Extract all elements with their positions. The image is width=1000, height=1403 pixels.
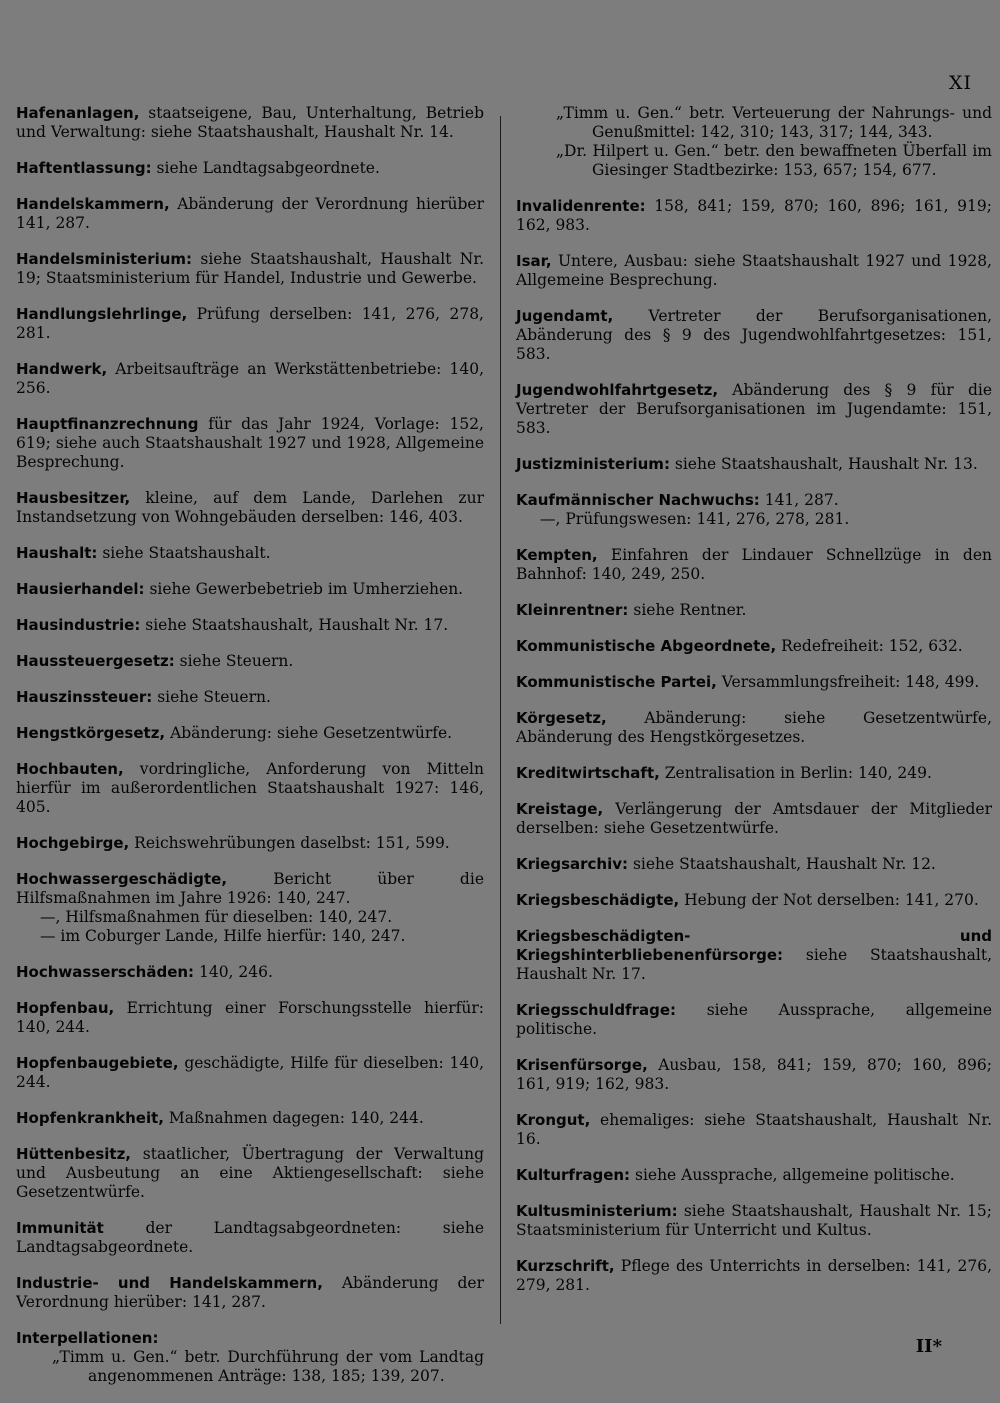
entry-text: siehe Staatshaushalt, Haushalt Nr. 17. [516, 946, 992, 983]
entry-text: siehe Landtagsabgeordnete. [151, 159, 380, 177]
index-entry [516, 764, 992, 783]
entry-headword: Handwerk, [16, 360, 108, 378]
entry-headword: Kreditwirtschaft, [516, 764, 660, 782]
index-entry [516, 197, 992, 235]
index-entry [516, 927, 992, 984]
entry-text: siehe Rentner. [628, 601, 747, 619]
entry-headword: Justizministerium: [516, 455, 670, 473]
entry-text: siehe Steuern. [174, 652, 294, 670]
right-entries [516, 197, 992, 1295]
entry-headword: Isar, [516, 252, 552, 270]
index-entry [16, 360, 484, 398]
index-entry [516, 381, 992, 438]
entry-text: Vertreter der Berufsorganisationen, Abänderung des § 9 des Jugendwohlfahrtgesetzes: 151, 583. [516, 307, 992, 363]
entry-headword: Hopfenbaugebiete, [16, 1054, 179, 1072]
entry-headword: Kreistage, [516, 800, 604, 818]
index-entry [16, 415, 484, 472]
index-entry [16, 688, 484, 707]
index-entry [16, 250, 484, 288]
entry-text: Redefreiheit: 152, 632. [776, 637, 963, 655]
entry-text: 140, 246. [194, 963, 273, 981]
entry-text: Hebung der Not derselben: 141, 270. [679, 891, 979, 909]
entry-headword: Kriegsarchiv: [516, 855, 629, 873]
index-entry [516, 891, 992, 910]
index-entry [16, 870, 484, 946]
index-entry [16, 1274, 484, 1312]
entry-text: kleine, auf dem Lande, Darlehen zur Instandsetzung von Wohngebäuden derselben: 146, 403. [16, 489, 484, 526]
index-entry [16, 760, 484, 817]
entry-headword: Kurzschrift, [516, 1257, 615, 1275]
entry-text: Maßnahmen dagegen: 140, 244. [164, 1109, 424, 1127]
entry-headword: Hopfenkrankheit, [16, 1109, 164, 1127]
entry-text: siehe Gewerbebetrieb im Umherziehen. [144, 580, 464, 598]
sub-entry: —, Hilfsmaßnahmen für dieselben: 140, 247. [40, 908, 393, 926]
index-entry [516, 1111, 992, 1149]
entry-headword: Kommunistische Abgeordnete, [516, 637, 777, 655]
entry-text: Ausbau, 158, 841; 159, 870; 160, 896; 161, 919; 162, 983. [516, 1056, 992, 1093]
entry-headword: Interpellationen: [16, 1329, 159, 1347]
entry-text: siehe Staatshaushalt, Haushalt Nr. 17. [140, 616, 449, 634]
entry-headword: Körgesetz, [516, 709, 607, 727]
entry-text: Pflege des Unterrichts in derselben: 141, 276, 279, 281. [516, 1257, 992, 1294]
entry-text: staatseigene, Bau, Unterhaltung, Betrieb und Verwaltung: siehe Staatshaushalt, Haushalt Nr. 14. [16, 104, 484, 141]
index-entry [16, 305, 484, 343]
entry-headword: Kleinrentner: [516, 601, 629, 619]
entry-text: Reichswehrübungen daselbst: 151, 599. [129, 834, 450, 852]
entry-headword: Kulturfragen: [516, 1166, 631, 1184]
column-divider [500, 116, 501, 1324]
entry-headword: Kaufmännischer Nachwuchs: [516, 491, 760, 509]
entry-headword: Handelskammern, [16, 195, 170, 213]
entry-headword: Hochwassergeschädigte, [16, 870, 228, 888]
entry-headword: Kommunistische Partei, [516, 673, 717, 691]
index-entry [516, 1166, 992, 1185]
index-entry [16, 580, 484, 599]
entry-headword: Haushalt: [16, 544, 98, 562]
entry-text: siehe Staatshaushalt. [97, 544, 271, 562]
entry-text: siehe Staatshaushalt, Haushalt Nr. 19; Staatsministerium für Handel, Industrie und Gewerbe. [16, 250, 484, 287]
index-entry [516, 1202, 992, 1240]
index-entry [16, 724, 484, 743]
entry-text: vordringliche, Anforderung von Mitteln hierfür im außerordentlichen Staatshaushalt 1927: 146, 405. [16, 760, 484, 816]
entry-headword: Krisenfürsorge, [516, 1056, 648, 1074]
sub-entry: „Dr. Hilpert u. Gen.“ betr. den bewaffneten Überfall im Giesinger Stadtbezirke: 153, 657; 154, 677. [556, 142, 992, 179]
sub-entry: „Timm u. Gen.“ betr. Durchführung der vom Landtag angenommenen Anträge: 138, 185; 139, 207. [52, 1348, 484, 1385]
entry-text: Einfahren der Lindauer Schnellzüge in den Bahnhof: 140, 249, 250. [516, 546, 992, 583]
index-entry [516, 455, 992, 474]
index-entry [516, 1257, 992, 1295]
entry-text: Verlängerung der Amtsdauer der Mitglieder derselben: siehe Gesetzentwürfe. [516, 800, 992, 837]
entry-headword: Hochwasserschäden: [16, 963, 195, 981]
entry-headword: Hüttenbesitz, [16, 1145, 132, 1163]
entry-headword: Hochbauten, [16, 760, 124, 778]
entry-headword: Hafenanlagen, [16, 104, 140, 122]
entry-headword: Hausierhandel: [16, 580, 145, 598]
index-entry [516, 1056, 992, 1094]
entry-text: siehe Aussprache, allgemeine politische. [516, 1001, 992, 1038]
entry-text: siehe Staatshaushalt, Haushalt Nr. 13. [669, 455, 978, 473]
index-entry [516, 1001, 992, 1039]
index-entry [516, 546, 992, 584]
index-column-right [516, 104, 992, 1312]
entry-text: siehe Staatshaushalt, Haushalt Nr. 12. [628, 855, 936, 873]
index-entry [16, 1219, 484, 1257]
entry-text: Abänderung der Verordnung hierüber 141, 287. [16, 195, 484, 232]
entry-text: für das Jahr 1924, Vorlage: 152, 619; siehe auch Staatshaushalt 1927 und 1928, Allgemeine Besprechung. [16, 415, 484, 471]
entry-headword: Kriegsbeschädigten- und Kriegshinterbliebenenfürsorge: [516, 927, 992, 964]
entry-text: Arbeitsaufträge an Werkstättenbetriebe: 140, 256. [16, 360, 484, 397]
entry-headword: Kultusministerium: [516, 1202, 678, 1220]
index-entry [16, 1329, 484, 1386]
entry-headword: Hengstkörgesetz, [16, 724, 166, 742]
index-entry [16, 834, 484, 853]
sub-entry: —, Prüfungswesen: 141, 276, 278, 281. [540, 510, 850, 528]
entry-headword: Handlungslehrlinge, [16, 305, 188, 323]
index-entry [16, 1054, 484, 1092]
index-entry [16, 104, 484, 142]
entry-headword: Kempten, [516, 546, 598, 564]
entry-headword: Hauptfinanzrechnung [16, 415, 199, 433]
index-entry [16, 1145, 484, 1202]
entry-headword: Haussteuergesetz: [16, 652, 175, 670]
index-entry [516, 307, 992, 364]
entry-text: Prüfung derselben: 141, 276, 278, 281. [16, 305, 484, 342]
entry-headword: Jugendamt, [516, 307, 614, 325]
entry-headword: Hochgebirge, [16, 834, 130, 852]
index-entry [16, 159, 484, 178]
index-entry [516, 637, 992, 656]
entry-text: geschädigte, Hilfe für dieselben: 140, 244. [16, 1054, 484, 1091]
entry-text: Untere, Ausbau: siehe Staatshaushalt 1927 und 1928, Allgemeine Besprechung. [516, 252, 992, 289]
entry-headword: Handelsministerium: [16, 250, 193, 268]
index-entry [16, 489, 484, 527]
entry-headword: Industrie- und Handelskammern, [16, 1274, 323, 1292]
entry-headword: Invalidenrente: [516, 197, 646, 215]
entry-headword: Kriegsbeschädigte, [516, 891, 680, 909]
entry-text: 158, 841; 159, 870; 160, 896; 161, 919; 162, 983. [516, 197, 992, 234]
sub-entry: „Timm u. Gen.“ betr. Verteuerung der Nahrungs- und Genußmittel: 142, 310; 143, 317; 144, 343. [556, 104, 992, 141]
index-entry [16, 195, 484, 233]
entry-text: Versammlungsfreiheit: 148, 499. [716, 673, 980, 691]
entry-text: Abänderung: siehe Gesetzentwürfe, Abänderung des Hengstkörgesetzes. [516, 709, 992, 746]
entry-headword: Hausindustrie: [16, 616, 141, 634]
entry-text: ehemaliges: siehe Staatshaushalt, Haushalt Nr. 16. [516, 1111, 992, 1148]
index-entry [16, 616, 484, 635]
sub-entry: — im Coburger Lande, Hilfe hierfür: 140, 247. [40, 927, 406, 945]
entry-text: siehe Staatshaushalt, Haushalt Nr. 15; Staatsministerium für Unterricht und Kultus. [516, 1202, 992, 1239]
index-entry [516, 252, 992, 290]
index-column-left [16, 104, 484, 1403]
page-number: XI [948, 72, 972, 94]
entry-text: Zentralisation in Berlin: 140, 249. [659, 764, 932, 782]
index-entry [516, 601, 992, 620]
entry-text: Bericht über die Hilfsmaßnahmen im Jahre 1926: 140, 247. [16, 870, 484, 907]
entry-headword: Hopfenbau, [16, 999, 115, 1017]
index-entry [16, 963, 484, 982]
entry-text: Errichtung einer Forschungsstelle hierfür: 140, 244. [16, 999, 484, 1036]
entry-text: staatlicher, Übertragung der Verwaltung und Ausbeutung an eine Aktiengesellschaft: siehe Gesetzentwürfe. [16, 1145, 484, 1201]
index-entry [16, 1109, 484, 1128]
entry-text: Abänderung der Verordnung hierüber: 141, 287. [16, 1274, 484, 1311]
index-entry [16, 652, 484, 671]
entry-text: siehe Steuern. [152, 688, 271, 706]
entry-headword: Haftentlassung: [16, 159, 152, 177]
continued-interpellations [556, 104, 992, 180]
entry-text: der Landtagsabgeordneten: siehe Landtagsabgeordnete. [16, 1219, 484, 1256]
index-entry [516, 491, 992, 529]
entry-headword: Krongut, [516, 1111, 591, 1129]
entry-headword: Immunität [16, 1219, 104, 1237]
index-entry [516, 673, 992, 692]
index-entry [516, 855, 992, 874]
entry-text: Abänderung des § 9 für die Vertreter der Berufsorganisationen im Jugendamte: 151, 583. [516, 381, 992, 437]
index-entry [516, 800, 992, 838]
entry-text: siehe Aussprache, allgemeine politische. [630, 1166, 955, 1184]
index-entry [16, 999, 484, 1037]
entry-text: Abänderung: siehe Gesetzentwürfe. [165, 724, 453, 742]
entry-headword: Jugendwohlfahrtgesetz, [516, 381, 719, 399]
entry-headword: Kriegsschuldfrage: [516, 1001, 677, 1019]
entry-text: 141, 287. [759, 491, 839, 509]
entry-headword: Hauszinssteuer: [16, 688, 153, 706]
signature-mark: II* [915, 1336, 942, 1357]
entry-headword: Hausbesitzer, [16, 489, 131, 507]
index-entry [516, 709, 992, 747]
index-entry [16, 544, 484, 563]
